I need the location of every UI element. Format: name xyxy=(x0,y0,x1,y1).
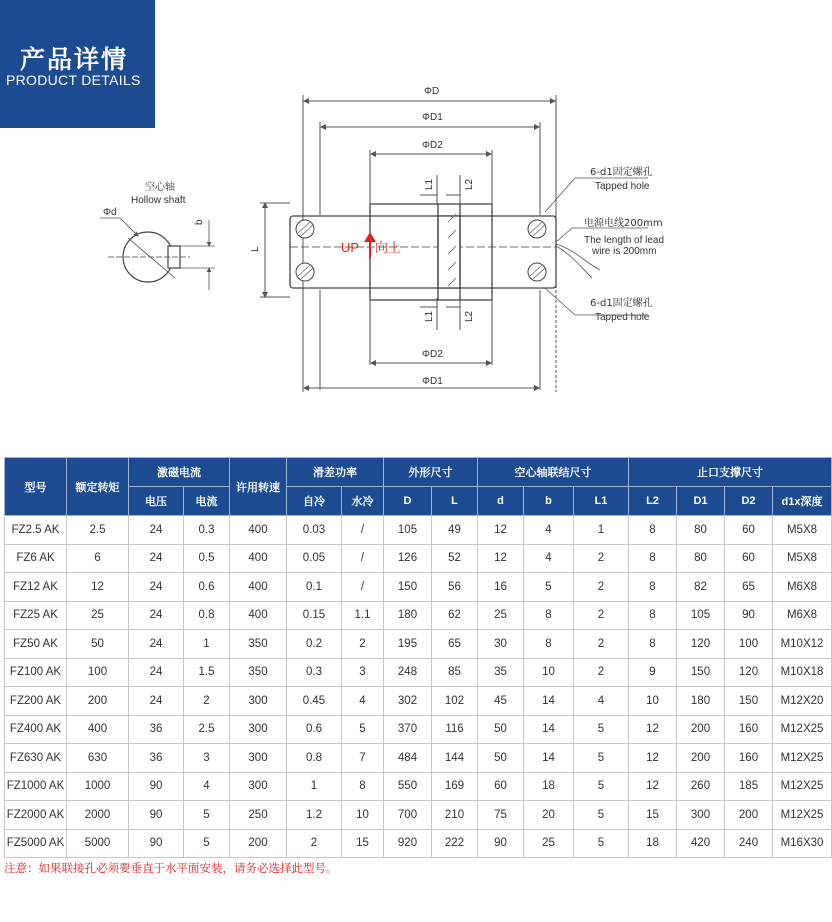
tapped-hole-cn-top: 6-d1固定螺孔 xyxy=(590,167,653,178)
section-title-en: PRODUCT DETAILS xyxy=(6,72,141,88)
table-cell: 484 xyxy=(384,744,432,773)
table-cell: 90 xyxy=(129,829,184,858)
table-cell: 120 xyxy=(725,658,773,687)
table-cell: 8 xyxy=(629,516,677,545)
table-cell: 400 xyxy=(230,544,287,573)
table-cell: FZ100 AK xyxy=(5,658,67,687)
table-cell: 2.5 xyxy=(184,715,230,744)
table-cell: / xyxy=(342,516,384,545)
table-cell: 14 xyxy=(524,687,574,716)
subheader-L: L xyxy=(432,487,478,516)
table-cell: 80 xyxy=(677,516,725,545)
header-excitation: 激磁电流 xyxy=(129,458,230,487)
table-cell: 85 xyxy=(432,658,478,687)
table-row xyxy=(5,544,832,573)
tapped-hole-en-top: Tapped hole xyxy=(595,181,650,192)
table-cell: 169 xyxy=(432,772,478,801)
table-cell: 0.1 xyxy=(287,573,342,602)
subheader-voltage: 电压 xyxy=(129,487,184,516)
dim-phi-d2-top: ΦD2 xyxy=(422,140,443,151)
table-cell: 200 xyxy=(677,715,725,744)
table-cell: 5 xyxy=(574,744,629,773)
table-cell: FZ2000 AK xyxy=(5,801,67,830)
table-cell: 550 xyxy=(384,772,432,801)
table-cell: 62 xyxy=(432,601,478,630)
dim-b-small: b xyxy=(194,219,205,225)
table-cell: 300 xyxy=(230,772,287,801)
table-cell: 100 xyxy=(725,630,773,659)
subheader-L2: L2 xyxy=(629,487,677,516)
table-row xyxy=(5,715,832,744)
table-cell: 90 xyxy=(129,772,184,801)
table-body xyxy=(5,516,832,858)
table-row xyxy=(5,573,832,602)
table-row xyxy=(5,829,832,858)
table-cell: 60 xyxy=(725,544,773,573)
subheader-D: D xyxy=(384,487,432,516)
dim-phi-d: ΦD xyxy=(424,86,440,97)
table-cell: 50 xyxy=(67,630,129,659)
header-outline: 外形尺寸 xyxy=(384,458,478,487)
table-cell: 24 xyxy=(129,687,184,716)
table-cell: FZ12 AK xyxy=(5,573,67,602)
table-cell: M16X30 xyxy=(773,829,832,858)
table-cell: 65 xyxy=(432,630,478,659)
table-cell: 16 xyxy=(478,573,524,602)
table-cell: 56 xyxy=(432,573,478,602)
table-cell: 1000 xyxy=(67,772,129,801)
table-cell: 65 xyxy=(725,573,773,602)
table-row xyxy=(5,601,832,630)
table-cell: M5X8 xyxy=(773,544,832,573)
table-cell: 200 xyxy=(230,829,287,858)
dim-l2-bottom: L2 xyxy=(464,310,475,322)
table-cell: 3 xyxy=(184,744,230,773)
table-cell: M10X12 xyxy=(773,630,832,659)
table-cell: 60 xyxy=(478,772,524,801)
table-cell: FZ630 AK xyxy=(5,744,67,773)
table-cell: 2 xyxy=(574,544,629,573)
table-cell: 80 xyxy=(677,544,725,573)
table-cell: 12 xyxy=(67,573,129,602)
table-cell: 12 xyxy=(629,715,677,744)
up-label-en: UP xyxy=(341,240,360,255)
table-cell: 1 xyxy=(184,630,230,659)
table-cell: M6X8 xyxy=(773,601,832,630)
up-label-cn: 向上 xyxy=(375,241,402,256)
table-cell: 90 xyxy=(725,601,773,630)
section-title-cn: 产品详情 xyxy=(20,45,129,74)
table-cell: 150 xyxy=(384,573,432,602)
table-cell: 200 xyxy=(67,687,129,716)
table-cell: 0.3 xyxy=(287,658,342,687)
table-cell: 0.03 xyxy=(287,516,342,545)
subheader-D1: D1 xyxy=(677,487,725,516)
table-cell: 100 xyxy=(67,658,129,687)
table-cell: 20 xyxy=(524,801,574,830)
table-cell: 36 xyxy=(129,744,184,773)
table-cell: 2 xyxy=(574,658,629,687)
table-cell: M12X25 xyxy=(773,801,832,830)
table-cell: 12 xyxy=(478,516,524,545)
table-row xyxy=(5,630,832,659)
table-cell: FZ5000 AK xyxy=(5,829,67,858)
subheader-d1-depth: d1x深度 xyxy=(773,487,832,516)
header-torque: 额定转矩 xyxy=(67,458,129,516)
table-cell: 60 xyxy=(725,516,773,545)
table-cell: 5 xyxy=(184,829,230,858)
table-row xyxy=(5,744,832,773)
table-row xyxy=(5,801,832,830)
flange-body xyxy=(290,216,556,288)
table-cell: 240 xyxy=(725,829,773,858)
table-cell: 102 xyxy=(432,687,478,716)
table-cell: 1.1 xyxy=(342,601,384,630)
table-cell: 260 xyxy=(677,772,725,801)
table-cell: 8 xyxy=(629,630,677,659)
table-cell: 45 xyxy=(478,687,524,716)
table-cell: 300 xyxy=(230,744,287,773)
hollow-shaft-en: Hollow shaft xyxy=(131,195,186,206)
dim-l1-top: L1 xyxy=(424,178,435,190)
subheader-D2: D2 xyxy=(725,487,773,516)
subheader-current: 电流 xyxy=(184,487,230,516)
dim-l1-bottom: L1 xyxy=(424,310,435,322)
table-cell: 400 xyxy=(230,573,287,602)
table-cell: 200 xyxy=(725,801,773,830)
table-cell: 90 xyxy=(129,801,184,830)
table-cell: 0.6 xyxy=(287,715,342,744)
tapped-hole-en-bottom: Tapped hole xyxy=(595,312,650,323)
table-cell: 24 xyxy=(129,516,184,545)
table-cell: 5 xyxy=(184,801,230,830)
table-cell: 24 xyxy=(129,544,184,573)
table-cell: 160 xyxy=(725,715,773,744)
header-model: 型号 xyxy=(5,458,67,516)
table-cell: 10 xyxy=(629,687,677,716)
table-cell: 5 xyxy=(574,715,629,744)
dim-l2-top: L2 xyxy=(464,178,475,190)
dim-phi-d2-bottom: ΦD2 xyxy=(422,349,443,360)
table-cell: M12X25 xyxy=(773,772,832,801)
table-cell: 10 xyxy=(524,658,574,687)
table-cell: 25 xyxy=(478,601,524,630)
table-cell: 18 xyxy=(524,772,574,801)
table-cell: 25 xyxy=(524,829,574,858)
table-cell: 222 xyxy=(432,829,478,858)
table-cell: FZ200 AK xyxy=(5,687,67,716)
technical-drawing xyxy=(0,0,815,440)
table-cell: 14 xyxy=(524,715,574,744)
header-slip-power: 滑差功率 xyxy=(287,458,384,487)
table-cell: 0.2 xyxy=(287,630,342,659)
table-cell: 630 xyxy=(67,744,129,773)
dim-l: L xyxy=(250,246,261,252)
table-cell: 15 xyxy=(629,801,677,830)
table-cell: M12X25 xyxy=(773,715,832,744)
header-spigot: 止口支撑尺寸 xyxy=(629,458,832,487)
table-cell: 30 xyxy=(478,630,524,659)
hollow-shaft-cn: 空心轴 xyxy=(145,182,175,193)
table-cell: 2 xyxy=(184,687,230,716)
specification-table xyxy=(4,457,832,858)
table-cell: 105 xyxy=(677,601,725,630)
table-cell: / xyxy=(342,544,384,573)
table-cell: FZ2.5 AK xyxy=(5,516,67,545)
table-cell: 0.3 xyxy=(184,516,230,545)
table-cell: 195 xyxy=(384,630,432,659)
header-speed: 许用转速 xyxy=(230,458,287,516)
table-cell: 2 xyxy=(574,630,629,659)
dim-phi-d1-bottom: ΦD1 xyxy=(422,376,443,387)
table-cell: 5 xyxy=(574,772,629,801)
table-cell: 370 xyxy=(384,715,432,744)
table-cell: 185 xyxy=(725,772,773,801)
table-cell: 2 xyxy=(342,630,384,659)
table-cell: 180 xyxy=(384,601,432,630)
table-cell: 8 xyxy=(342,772,384,801)
lead-wire-en-1: The length of lead xyxy=(584,235,665,246)
tapped-hole-cn-bottom: 6-d1固定螺孔 xyxy=(590,298,653,309)
table-cell: 7 xyxy=(342,744,384,773)
table-cell: 420 xyxy=(677,829,725,858)
table-cell: 2 xyxy=(574,601,629,630)
table-row xyxy=(5,516,832,545)
table-cell: 160 xyxy=(725,744,773,773)
table-cell: 0.6 xyxy=(184,573,230,602)
table-cell: 150 xyxy=(725,687,773,716)
table-cell: 12 xyxy=(629,744,677,773)
table-cell: 0.05 xyxy=(287,544,342,573)
table-cell: 8 xyxy=(524,601,574,630)
table-cell: 0.5 xyxy=(184,544,230,573)
table-cell: 0.45 xyxy=(287,687,342,716)
table-cell: M12X25 xyxy=(773,744,832,773)
table-cell: 200 xyxy=(677,744,725,773)
table-cell: 0.15 xyxy=(287,601,342,630)
table-cell: 90 xyxy=(478,829,524,858)
subheader-b: b xyxy=(524,487,574,516)
table-cell: 1.5 xyxy=(184,658,230,687)
table-cell: 4 xyxy=(524,544,574,573)
table-cell: 5 xyxy=(524,573,574,602)
table-cell: 24 xyxy=(129,630,184,659)
table-cell: 24 xyxy=(129,601,184,630)
lead-wire-cn: 电源电线200mm xyxy=(584,218,663,229)
table-cell: 14 xyxy=(524,744,574,773)
table-cell: 4 xyxy=(342,687,384,716)
table-cell: 2 xyxy=(574,573,629,602)
table-cell: 400 xyxy=(230,516,287,545)
table-cell: 105 xyxy=(384,516,432,545)
table-cell: 180 xyxy=(677,687,725,716)
table-cell: 6 xyxy=(67,544,129,573)
table-cell: 2 xyxy=(287,829,342,858)
table-cell: M6X8 xyxy=(773,573,832,602)
table-cell: 12 xyxy=(629,772,677,801)
table-cell: 920 xyxy=(384,829,432,858)
table-cell: FZ1000 AK xyxy=(5,772,67,801)
table-cell: 250 xyxy=(230,801,287,830)
table-cell: 24 xyxy=(129,573,184,602)
table-cell: 1 xyxy=(574,516,629,545)
subheader-natural: 自冷 xyxy=(287,487,342,516)
subheader-d: d xyxy=(478,487,524,516)
table-cell: 400 xyxy=(67,715,129,744)
table-cell: FZ50 AK xyxy=(5,630,67,659)
table-cell: 150 xyxy=(677,658,725,687)
table-cell: 350 xyxy=(230,658,287,687)
table-cell: 24 xyxy=(129,658,184,687)
dim-phi-d-small: Φd xyxy=(103,207,117,218)
table-cell: 302 xyxy=(384,687,432,716)
table-cell: 18 xyxy=(629,829,677,858)
table-cell: 126 xyxy=(384,544,432,573)
table-cell: 4 xyxy=(524,516,574,545)
table-cell: 8 xyxy=(629,601,677,630)
table-row xyxy=(5,658,832,687)
header-hollow: 空心轴联结尺寸 xyxy=(478,458,629,487)
table-cell: 35 xyxy=(478,658,524,687)
table-row xyxy=(5,687,832,716)
table-cell: 120 xyxy=(677,630,725,659)
table-cell: 49 xyxy=(432,516,478,545)
table-cell: 25 xyxy=(67,601,129,630)
table-cell: 350 xyxy=(230,630,287,659)
table-cell: 700 xyxy=(384,801,432,830)
table-cell: 4 xyxy=(184,772,230,801)
table-cell: 1.2 xyxy=(287,801,342,830)
table-cell: 10 xyxy=(342,801,384,830)
table-cell: FZ25 AK xyxy=(5,601,67,630)
table-cell: 400 xyxy=(230,601,287,630)
table-cell: 116 xyxy=(432,715,478,744)
table-cell: 12 xyxy=(478,544,524,573)
table-cell: 248 xyxy=(384,658,432,687)
subheader-L1: L1 xyxy=(574,487,629,516)
table-cell: M10X18 xyxy=(773,658,832,687)
dim-phi-d1-top: ΦD1 xyxy=(422,112,443,123)
table-cell: 8 xyxy=(629,544,677,573)
table-cell: FZ400 AK xyxy=(5,715,67,744)
table-cell: / xyxy=(342,573,384,602)
table-cell: 52 xyxy=(432,544,478,573)
footer-note: 注意：如果联接孔必须要垂直于水平面安装，请务必选择此型号。 xyxy=(4,861,338,875)
table-cell: M12X20 xyxy=(773,687,832,716)
table-cell: 144 xyxy=(432,744,478,773)
table-cell: 1 xyxy=(287,772,342,801)
table-cell: 82 xyxy=(677,573,725,602)
table-row xyxy=(5,772,832,801)
table-cell: 75 xyxy=(478,801,524,830)
table-cell: 8 xyxy=(524,630,574,659)
subheader-water: 水冷 xyxy=(342,487,384,516)
table-cell: 3 xyxy=(342,658,384,687)
table-cell: 5000 xyxy=(67,829,129,858)
table-cell: 300 xyxy=(677,801,725,830)
table-cell: 2000 xyxy=(67,801,129,830)
table-cell: 50 xyxy=(478,715,524,744)
table-cell: 9 xyxy=(629,658,677,687)
table-cell: 0.8 xyxy=(287,744,342,773)
table-cell: 5 xyxy=(342,715,384,744)
table-cell: 210 xyxy=(432,801,478,830)
table-cell: 8 xyxy=(629,573,677,602)
table-cell: 5 xyxy=(574,801,629,830)
table-cell: 300 xyxy=(230,687,287,716)
lead-wire-en-2: wire is 200mm xyxy=(592,246,657,257)
table-cell: FZ6 AK xyxy=(5,544,67,573)
table-cell: 2.5 xyxy=(67,516,129,545)
table-cell: 36 xyxy=(129,715,184,744)
table-cell: 4 xyxy=(574,687,629,716)
table-cell: 0.8 xyxy=(184,601,230,630)
table-cell: 50 xyxy=(478,744,524,773)
table-cell: 15 xyxy=(342,829,384,858)
table-cell: M5X8 xyxy=(773,516,832,545)
table-cell: 5 xyxy=(574,829,629,858)
table-cell: 300 xyxy=(230,715,287,744)
hollow-shaft-section xyxy=(108,232,190,282)
